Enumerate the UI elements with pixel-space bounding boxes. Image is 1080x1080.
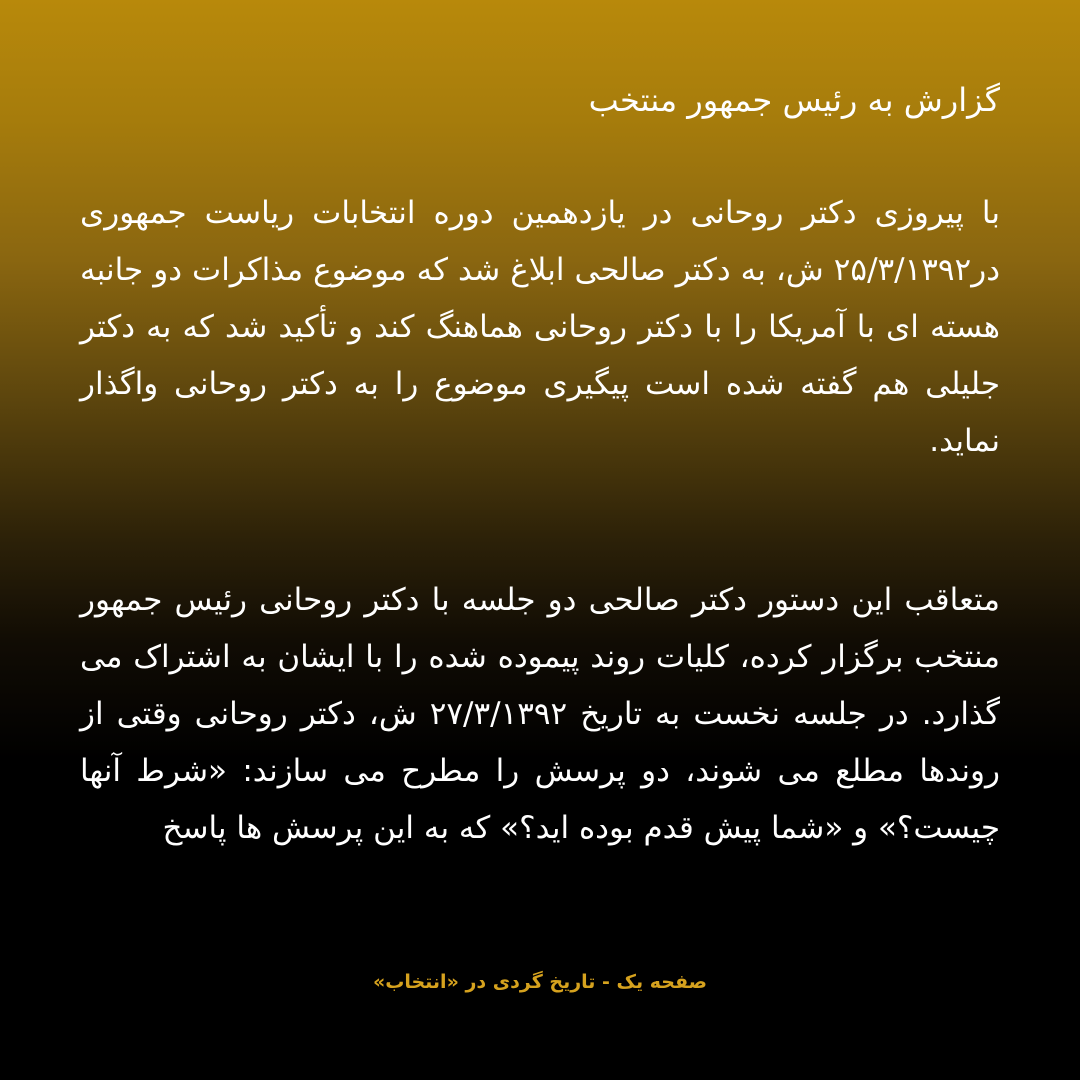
paragraph-2: متعاقب این دستور دکتر صالحی دو جلسه با دکتر روحانی رئیس جمهور منتخب برگزار کرده، کلیات روند پیموده شده را با ایشان به اشتراک می گذارد. در جلسه نخست به تاریخ ۲۷/۳/۱۳۹۲ ش، دکتر روحانی وقتی از روندها مطلع می شوند، دو پرسش را مطرح می سازند: «شرط آنها چیست؟» و «شما پیش قدم بوده اید؟» که به این پرسش ها پاسخ: [80, 582, 1000, 846]
paragraph-1: با پیروزی دکتر روحانی در یازدهمین دوره انتخابات ریاست جمهوری در۲۵/۳/۱۳۹۲ ش، به دکتر صالحی ابلاغ شد که موضوع مذاکرات دو جانبه هسته ای با آمریکا را با دکتر روحانی هماهنگ کند و تأکید شد که به دکتر جلیلی هم گفته شده است پیگیری موضوع را به دکتر روحانی واگذار نماید.: [80, 195, 1000, 459]
page-footer: صفحه یک - تاریخ گردی در «انتخاب»: [372, 971, 708, 993]
page-title: گزارش به رئیس جمهور منتخب: [588, 81, 1000, 119]
